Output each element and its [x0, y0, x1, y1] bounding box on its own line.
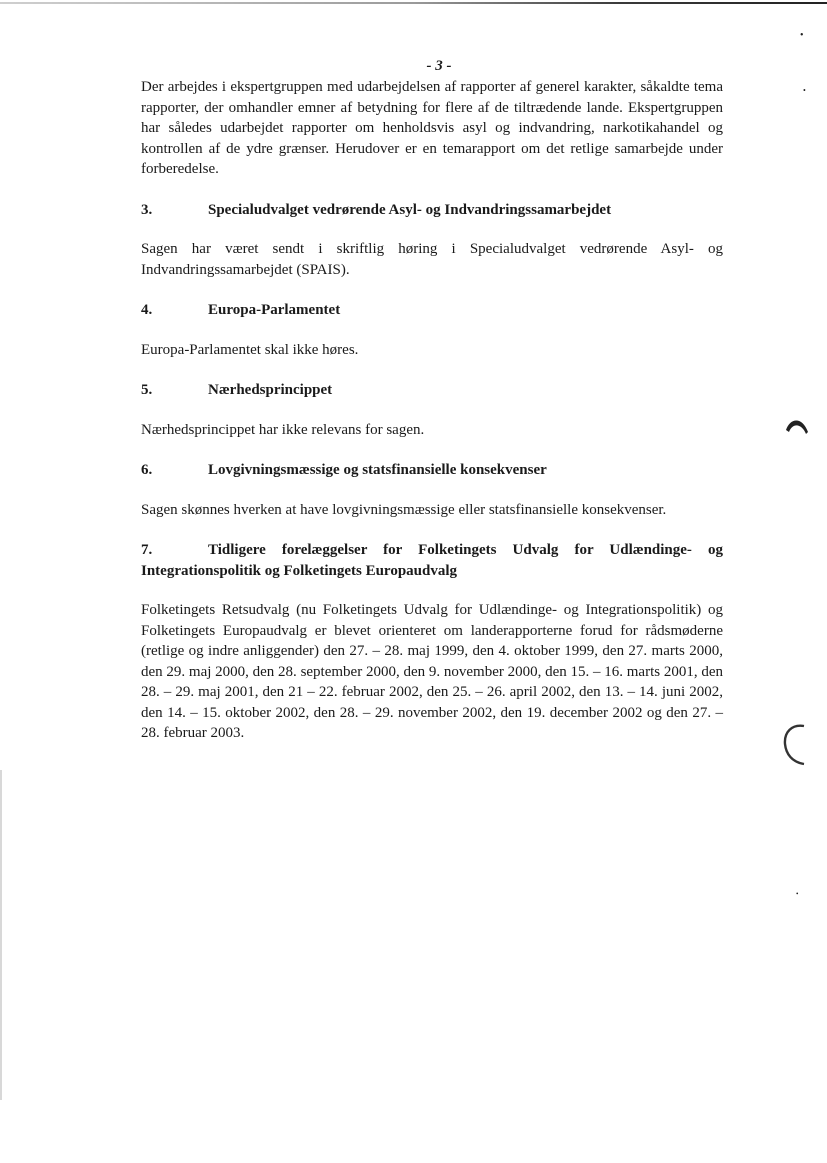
scan-speck: • [796, 890, 799, 898]
section-heading [141, 540, 723, 581]
section-title: Nærhedsprincippet [208, 382, 333, 398]
section-body: Sagen skønnes hverken at have lovgivningsmæssige eller statsfinansielle konsekvenser. [141, 501, 667, 518]
section-number: 3. [141, 201, 153, 218]
section-title: Tidligere forelæggelser for Folketingets Udvalg for Udlændinge- og Integrationspolitik og Folketingets Europaudvalg [141, 542, 723, 579]
section-body: Folketingets Retsudvalg (nu Folketingets Udvalg for Udlændinge- og Integrationspolitik) og Folketingets Europaudvalg er blevet orienteret om landerapporterne forud for rådsmøderne (retlige og indre anliggender) den 27. – 28. maj 1999, den 4. oktober 1999, den 27. marts 2000, den 29. maj 2000, den 28. september 2000, den 9. november 2000, den 15. – 16. marts 2001, den 28. – 29. maj 2001, den 21 – 22. februar 2002, den 25. – 26. april 2002, den 13. – 14. juni 2002, den 14. – 15. oktober 2002, den 28. – 29. november 2002, den 19. december 2002 og den 27. – 28. februar 2003. [141, 602, 723, 741]
section-heading [141, 200, 723, 221]
section-number: 7. [141, 542, 153, 558]
section-body: Europa-Parlamentet skal ikke høres. [141, 341, 359, 358]
page-number: - 3 - [426, 58, 452, 74]
section-title: Europa-Parlamentet [208, 302, 341, 318]
punch-hole-mark [784, 416, 810, 436]
section-title: Specialudvalget vedrørende Asyl- og Indvandringssamarbejdet [208, 201, 612, 218]
intro-paragraph: Der arbejdes i ekspertgruppen med udarbejdelsen af rapporter af generel karakter, såkaldte tema rapporter, der omhandler emner af betydning for flere af de tiltrædende lande. Ekspertgruppen har således udarbejdet rapporter om henholdsvis asyl og indvandring, narkotikahandel og kontrollen af de ydre grænser. Herudover er en temarapport om det retlige samarbejde under forberedelse. [141, 79, 723, 177]
section-heading [141, 460, 723, 481]
scan-speck: • [800, 30, 804, 41]
section-number: 6. [141, 462, 153, 478]
section-number: 5. [141, 382, 153, 398]
section-heading [141, 380, 723, 401]
section-heading [141, 300, 723, 321]
section-body: Nærhedsprincippet har ikke relevans for sagen. [141, 421, 425, 438]
document-page [141, 58, 723, 744]
section-number: 4. [141, 302, 153, 318]
scan-left-edge-shadow [0, 770, 2, 1100]
scan-top-edge-line [0, 2, 827, 4]
punch-hole-mark [782, 722, 808, 766]
section-title: Lovgivningsmæssige og statsfinansielle konsekvenser [208, 462, 547, 478]
section-body: Sagen har været sendt i skriftlig høring i Specialudvalget vedrørende Asyl- og Indvandringssamarbejdet (SPAIS). [141, 241, 723, 278]
scan-speck: • [803, 86, 806, 95]
